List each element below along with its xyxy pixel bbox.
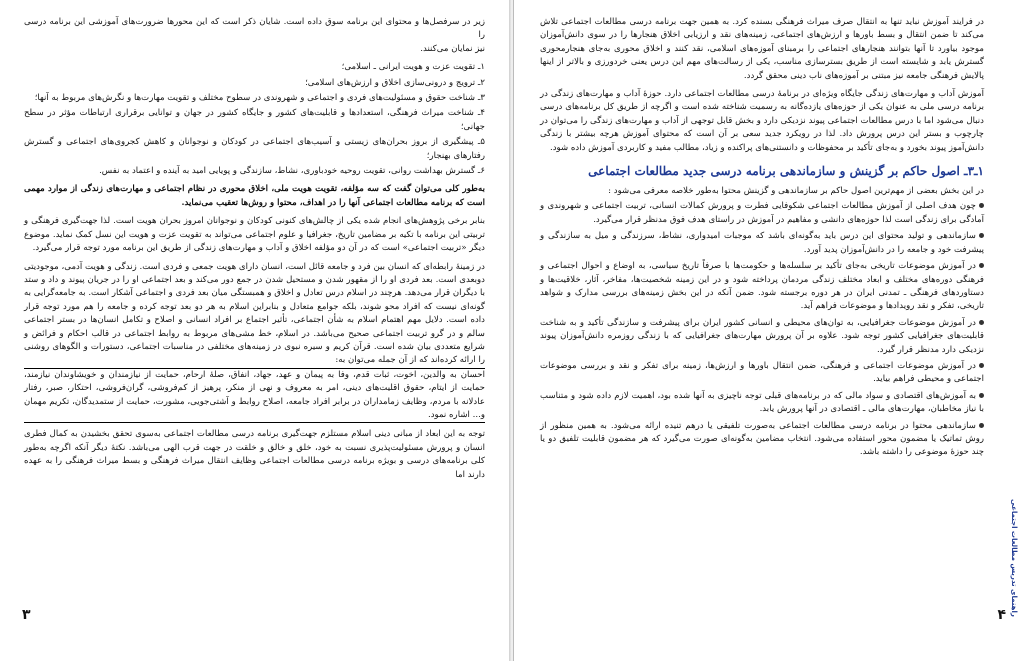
intro-line-2: نیز نمایان می‌کنند. [420,43,485,54]
page-number: ۴ [997,607,1006,623]
section-heading: ۱ـ۳ـ اصول حاکم بر گزینش و سازماندهی برنامه درسی جدید مطالعات اجتماعی [588,164,984,179]
principle-item-5: در آموزش موضوعات اجتماعی و فرهنگی، ضمن انتقال باورها و ارزش‌ها، زمینه برای تفکر و نقد و بررسی موضوعات اجتماعی و محیطی فراهم بیاید. [540,360,984,385]
principle-item-3: در آموزش موضوعات تاریخی به‌جای تأکید بر سلسله‌ها و حکومت‌ها با صرفاً تاریخ سیاسی، به اوضاع و احوال اجتماعی و فرهنگی دوره‌های مختلف و ابعاد مختلف زندگی مردمان پرداخته شود و در این زمینه شخصیت‌ها، مفاخر، آثار، خلاقیت‌ها و دستاوردهای فرهنگی ـ تمدنی ایران در هر دوره برجسته شود. ضمن آنکه در این بخش زمینه‌های بررسی مدارک و شواهد تاریخی، تفکر و نقد رویدادها و موضوعات فراهم آید. [540,261,984,312]
paragraph-religious-foundations: توجه به این ابعاد از مبانی دینی اسلام مستلزم جهت‌گیری برنامه درسی مطالعات اجتماعی به‌سوی تحقق بخشیدن به کمال فطری انسان و پرورش مسئولیت‌پذیری نسبت به خود، خلق و خالق و خلقت در جهت قرب الهی می‌باشد. نکتهٔ دیگر آنکه اگرچه به‌طور کلی برنامه‌های درسی و بویژه برنامه درسی مطالعات اجتماعی وظایف انتقال میراث فرهنگی و بسط میراث فرهنگی را به عهده دارند اما [24,429,485,480]
axis-item-6: ۶ـ گسترش بهداشت روانی، تقویت روحیه خودباوری، نشاط، سازندگی و پویایی امید به آینده و اعتماد به نفس. [99,166,485,177]
bullet-icon [979,423,984,428]
principle-item-6: به آموزش‌های اقتصادی و سواد مالی که در برنامه‌های قبلی توجه ناچیزی به آنها شده بود، اهمیت لازم داده شود و متناسب با نیاز مخاطبان، مهارت‌های مالی ـ اقتصادی در آنها پرورش یابد. [540,390,984,415]
principle-item-1: چون هدف اصلی از آموزش مطالعات اجتماعی شکوفایی فطرت و پرورش کمالات انسانی، تربیت اجتماعی و شهروندی و آمادگی برای زندگی است لذا حوزه‌های دانشی و مفاهیم در آموزش در راستای هدف فوق مدنظر قرار می‌گیرد. [540,201,984,225]
book-title-side-label: راهنمای تدریس مطالعات اجتماعی [1010,499,1018,617]
bullet-icon [979,393,984,398]
axis-item-2: ۲ـ ترویج و درونی‌سازی اخلاق و ارزش‌های اسلامی؛ [305,77,485,88]
paragraph-life-skills: آموزش آداب و مهارت‌های زندگی جایگاه ویژه‌ای در برنامهٔ درسی مطالعات اجتماعی دارد. حوزهٔ آداب و مهارت‌های زندگی در برنامه درسی ملی به عنوان یکی از حوزه‌های یازده‌گانه به رسمیت شناخته شده است و اگرچه از طریق کل برنامه‌های درسی دنبال می‌شود اما با درس مطالعات اجتماعی پیوند نزدیکی دارد و بخش قابل توجهی از آداب و مهارت‌های زندگی را می‌توان در چارچوب و بستر این درس پرورش داد. لذا در رویکرد جدید سعی بر آن است که محتوای آموزش هرچه بیشتر با زندگی دانش‌آموز پیوند بخورد و به‌جای تأکید بر محفوظات و دانستنی‌های پراکنده و زیاد، مطالب مفید و کاربردی آموزش داده شود. [540,89,984,153]
page-number: ۳ [22,607,31,623]
bullet-icon [979,263,984,268]
bullet-icon [979,363,984,368]
bullet-icon [979,203,984,208]
axis-item-4: ۴ـ شناخت میراث فرهنگی، استعدادها و قابلیت‌های کشور و جایگاه کشور در جهان و توانایی برقراری ارتباطات مؤثر در سطح جهانی؛ [24,108,485,132]
right-page [513,0,1024,661]
paragraph-cultural-transfer: در فرایند آموزش نباید تنها به انتقال صرف میراث فرهنگی بسنده کرد. به همین جهت برنامه درسی مطالعات اجتماعی تلاش می‌کند تا ضمن انتقال و بسط باورها و ارزش‌های اجتماعی، زمینه‌های نقد و ارزیابی اخلاق هنجارها را در سوی دانش‌آموزان موجود بیاورد تا آنها بتوانند هنجارهای اجتماعی را برمبنای آموزه‌های اسلامی، نقد کنند و اخلاق محوری به‌جای هنجارمحوری گسترش یابد و شایسته است از طریق بسترسازی مناسب، یکی از رسالت‌های مهم این درس یعنی خردورزی و بالاتر از اینها پالایش فرهنگی جامعه نیز مبتنی بر آموزه‌های ناب دینی محقق گردد. [540,17,984,81]
bullet-icon [979,320,984,325]
principle-item-2: سازماندهی و تولید محتوای این درس باید به‌گونه‌ای باشد که موجبات امیدواری، نشاط، سرزندگی و میل به سازندگی و پیشرفت خود و جامعه را در دانش‌آموزان پدید آورد. [540,231,984,255]
section-intro: در این بخش بعضی از مهم‌ترین اصول حاکم بر سازماندهی و گزینش محتوا به‌طور خلاصه معرفی می‌شود : [608,186,984,197]
principle-item-4: در آموزش موضوعات جغرافیایی، به توان‌های محیطی و انسانی کشور ایران برای پیشرفت و سازندگی تأکید و به شناخت قابلیت‌های جغرافیایی کشور توجه شود. علاوه بر آن پرورش مهارت‌های جغرافیایی که با زندگی روزمره دانش‌آموزان پیوند نزدیکی دارد مدنظر قرار گیرد. [540,317,984,355]
boxed-social-values: احسان به والدین، اخوت، ثبات قدم، وفا به پیمان و عهد، جهاد، انفاق، صلهٔ ارحام، حمایت از نیازمندان و خویشاوندان نیازمند، حمایت از ایتام، حقوق اقلیت‌های دینی، امر به معروف و نهی از منکر، پرهیز از کم‌فروشی، گران‌فروشی، احتکار، صبر، رفتار عادلانه با مردم، وظایف زمامداران در برابر افراد جامعه، اصلاح روابط و آشتی‌جویی، مشورت، حمایت از ستمدیدگان، تکریم مهمان و... اشاره نمود. [24,368,485,424]
left-page [0,0,511,661]
principle-item-7: سازماندهی محتوا در برنامه درسی مطالعات اجتماعی به‌صورت تلفیقی یا درهم تنیده ارائه می‌شود. به همین منظور از روش تماتیک یا مضمون محور استفاده می‌شود. انتخاب مضامین به‌گونه‌ای صورت می‌گیرد که هر مضمون قابلیت تلفیق دو یا چند حوزهٔ موضوعی را داشته باشد. [540,420,984,458]
axis-item-5: ۵ـ پیشگیری از بروز بحران‌های زیستی و آسیب‌های اجتماعی در کودکان و نوجوانان و کاهش کجروی‌های اجتماعی و گسترش رفتارهای بهنجار؛ [24,137,485,161]
paragraph-individual-society: در زمینهٔ رابطه‌ای که انسان بین فرد و جامعه قائل است، انسان دارای هویت جمعی و فردی است. زندگی و هویت آدمی، موجودیتی دوبعدی است. بعد فردی او را از مقهور شدن و مستحیل شدن در جمع دور می‌کند و بعد اجتماعی او را در جریان پیوند و داد و ستد با دیگران قرار می‌دهد. هرچند در اسلام درس تعادل و اخلاق و همبستگی میان بعد فردی و اجتماعی آشکار است. به جامعه‌گرایی به گونه‌ای نیست که افراد محو شوند، بلکه جوامع متعادل و بنابراین اسلام به هر دو بعد توجه کرده و جامعه را هم مورد توجه قرار داده است. دلایل مهم اهتمام اسلام به شأن اجتماعی، تأثیر اجتماع بر افراد انسانی و اصلاح و تکامل انسان‌ها در بستر اجتماعی سالم و در گرو تربیت اجتماعی صحیح می‌باشد. در اسلام، خط مشی‌های مربوط به روابط اجتماعی در قالب احکام و فرائض و شرایع متعددی بیان شده است. قرآن کریم و سیره نبوی در زمینه‌های مختلفی در مناسبات اجتماعی، دستورات و الگوهای روشنی را ارائه کرده‌اند که از آن جمله می‌توان به: [24,261,485,366]
paragraph-core-components: به‌طور کلی می‌توان گفت که سه مؤلفه، تقویت هویت ملی، اخلاق محوری در نظام اجتماعی و مهارت‌های زندگی از موارد مهمی است که برنامه مطالعات اجتماعی آنها را در اهداف، محتوا و روش‌ها تعقیب می‌نماید. [24,184,485,208]
intro-line-1: زیر در سرفصل‌ها و محتوای این برنامه سوق داده است. شایان ذکر است که این محورها ضرورت‌های آموزشی این برنامه درسی را [24,17,485,41]
axis-item-1: ۱ـ تقویت عزت و هویت ایرانی ـ اسلامی؛ [341,62,485,73]
paragraph-identity-crisis: بنابر برخی پژوهش‌های انجام شده یکی از چالش‌های کنونی کودکان و نوجوانان امروز بحران هویت است. لذا جهت‌گیری فرهنگی و تربیتی این برنامه با تکیه بر مضامین تاریخ، جغرافیا و علوم اجتماعی می‌تواند به تقویت عزت و هویت این نسل کمک نماید. موضوع دیگر «تربیت اجتماعی» است که در آن دو مؤلفه اخلاق و آداب و مهارت‌های زندگی از طریق این برنامه مورد توجه قرار می‌گیرد. [24,216,485,254]
axis-item-3: ۳ـ شناخت حقوق و مسئولیت‌های فردی و اجتماعی و شهروندی در سطوح مختلف و تقویت مهارت‌ها و نگرش‌های مربوط به آنها؛ [34,93,485,104]
bullet-icon [979,233,984,238]
